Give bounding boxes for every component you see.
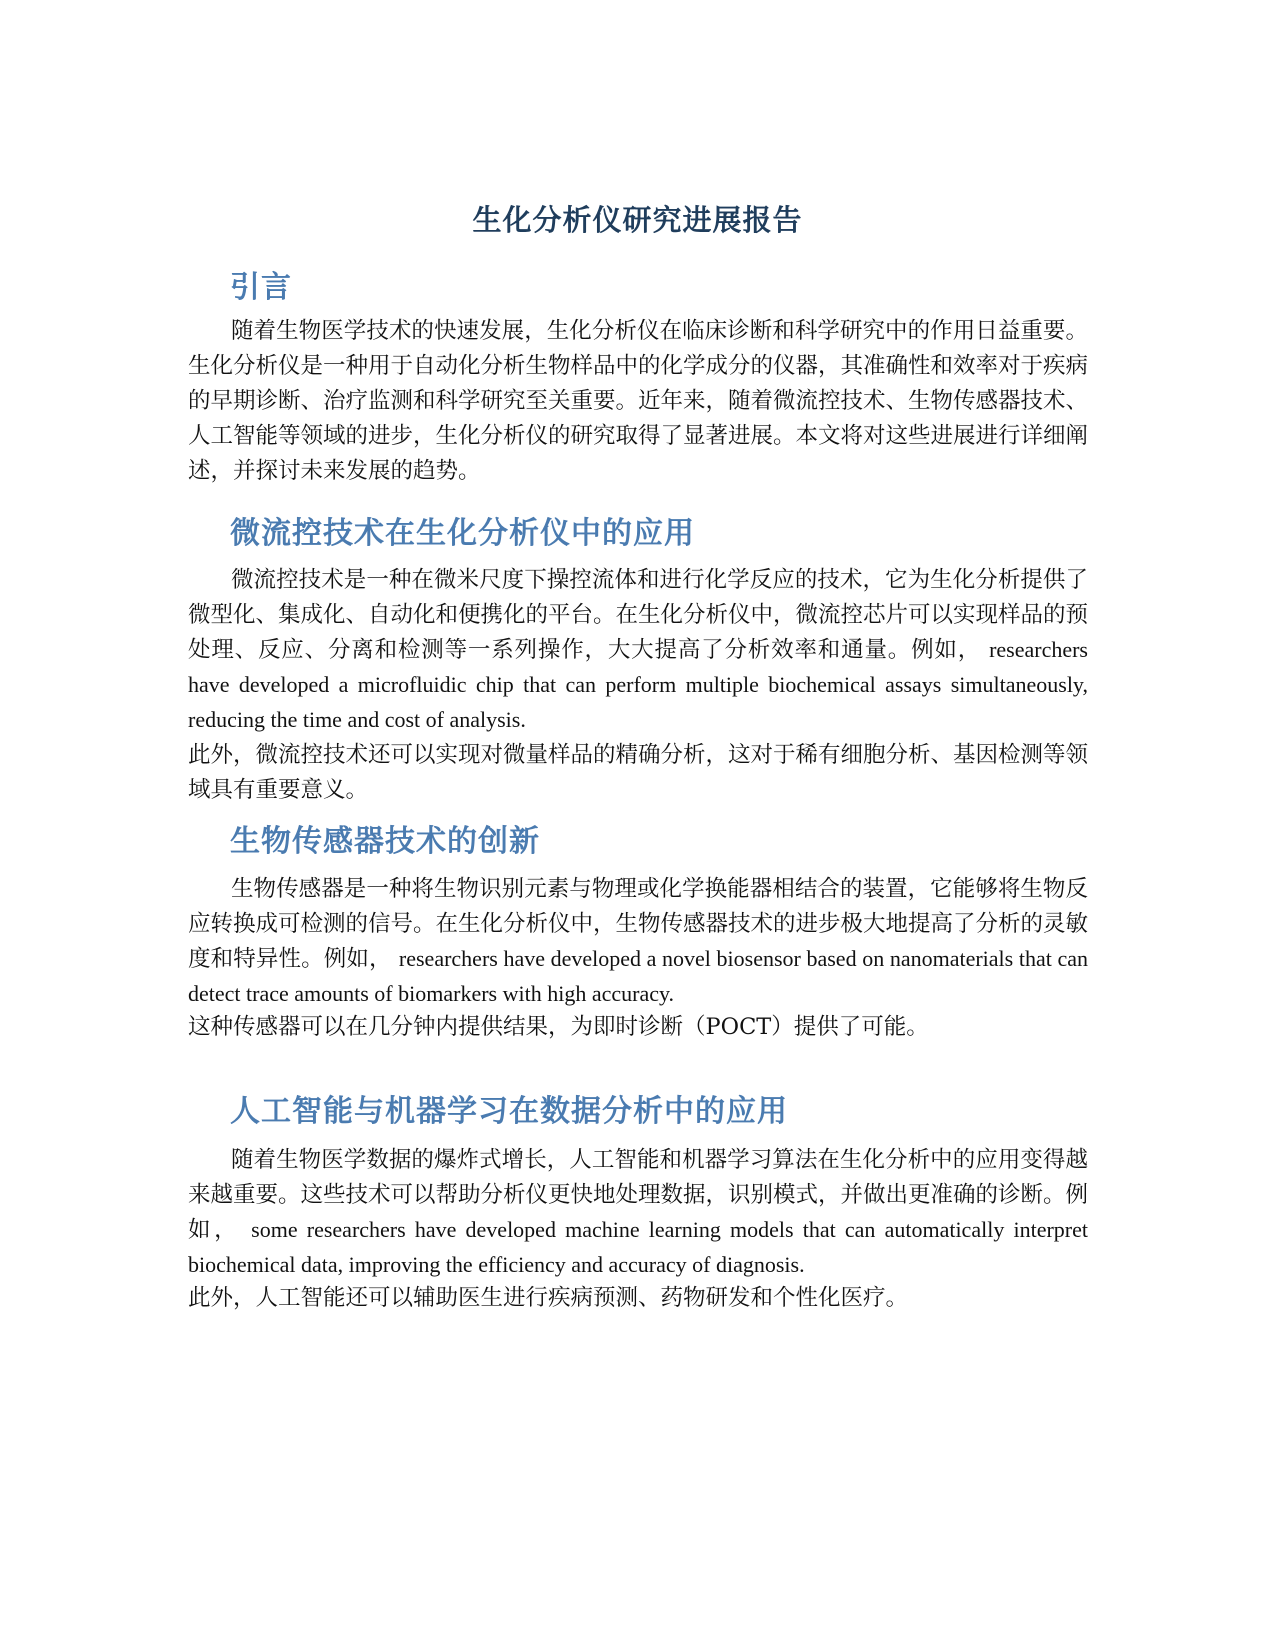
paragraph-chinese-text: 生物传感器是一种将生物识别元素与物理或化学换能器相结合的装置，它能够将生物反应转换成可检测的信号。在生化分析仪中，生物传感器技术的进步极大地提高了分析的灵敏度和特异性。例如， xyxy=(188,876,1089,972)
section-paragraph-ai-ml xyxy=(188,1143,1088,1313)
paragraph-english-text: researchers have developed a novel biosensor based on nanomaterials that can detect trace amounts of biomarkers with high accuracy. xyxy=(188,946,1088,1006)
section-paragraph-biosensors xyxy=(188,872,1088,1042)
section-paragraph-microfluidics xyxy=(188,563,1088,808)
paragraph-chinese-text: 随着生物医学数据的爆炸式增长，人工智能和机器学习算法在生化分析中的应用变得越来越重要。这些技术可以帮助分析仪更快地处理数据，识别模式，并做出更准确的诊断。例如， xyxy=(188,1147,1089,1243)
section-heading-introduction: 引言 xyxy=(230,270,292,305)
section-paragraph-introduction: 随着生物医学技术的快速发展，生化分析仪在临床诊断和科学研究中的作用日益重要。生化分析仪是一种用于自动化分析生物样品中的化学成分的仪器，其准确性和效率对于疾病的早期诊断、治疗监测和科学研究至关重要。近年来，随着微流控技术、生物传感器技术、人工智能等领域的进步，生化分析仪的研究取得了显著进展。本文将对这些进展进行详细阐述，并探讨未来发展的趋势。 xyxy=(188,318,1089,484)
document-title: 生化分析仪研究进展报告 xyxy=(472,203,803,237)
section-heading-microfluidics: 微流控技术在生化分析仪中的应用 xyxy=(230,516,695,551)
paragraph-english-text: some researchers have developed machine learning models that can automatically interpret biochemical data, improving the efficiency and accuracy of diagnosis. xyxy=(188,1217,1088,1277)
paragraph-english-text: researchers have developed a microfluidic chip that can perform multiple biochemical assays simultaneously, reducing the time and cost of analysis. xyxy=(188,637,1088,732)
section-heading-ai-ml: 人工智能与机器学习在数据分析中的应用 xyxy=(230,1094,788,1129)
paragraph-tail-text: 这种传感器可以在几分钟内提供结果，为即时诊断（POCT）提供了可能。 xyxy=(188,1014,929,1040)
paragraph-tail-text: 此外，人工智能还可以辅助医生进行疾病预测、药物研发和个性化医疗。 xyxy=(188,1285,909,1311)
section-heading-biosensors: 生物传感器技术的创新 xyxy=(230,824,540,859)
paragraph-tail-text: 此外，微流控技术还可以实现对微量样品的精确分析，这对于稀有细胞分析、基因检测等领域具有重要意义。 xyxy=(188,742,1089,803)
paragraph-chinese-text: 微流控技术是一种在微米尺度下操控流体和进行化学反应的技术，它为生化分析提供了微型化、集成化、自动化和便携化的平台。在生化分析仪中，微流控芯片可以实现样品的预处理、反应、分离和检测等一系列操作，大大提高了分析效率和通量。例如， xyxy=(188,567,1089,663)
